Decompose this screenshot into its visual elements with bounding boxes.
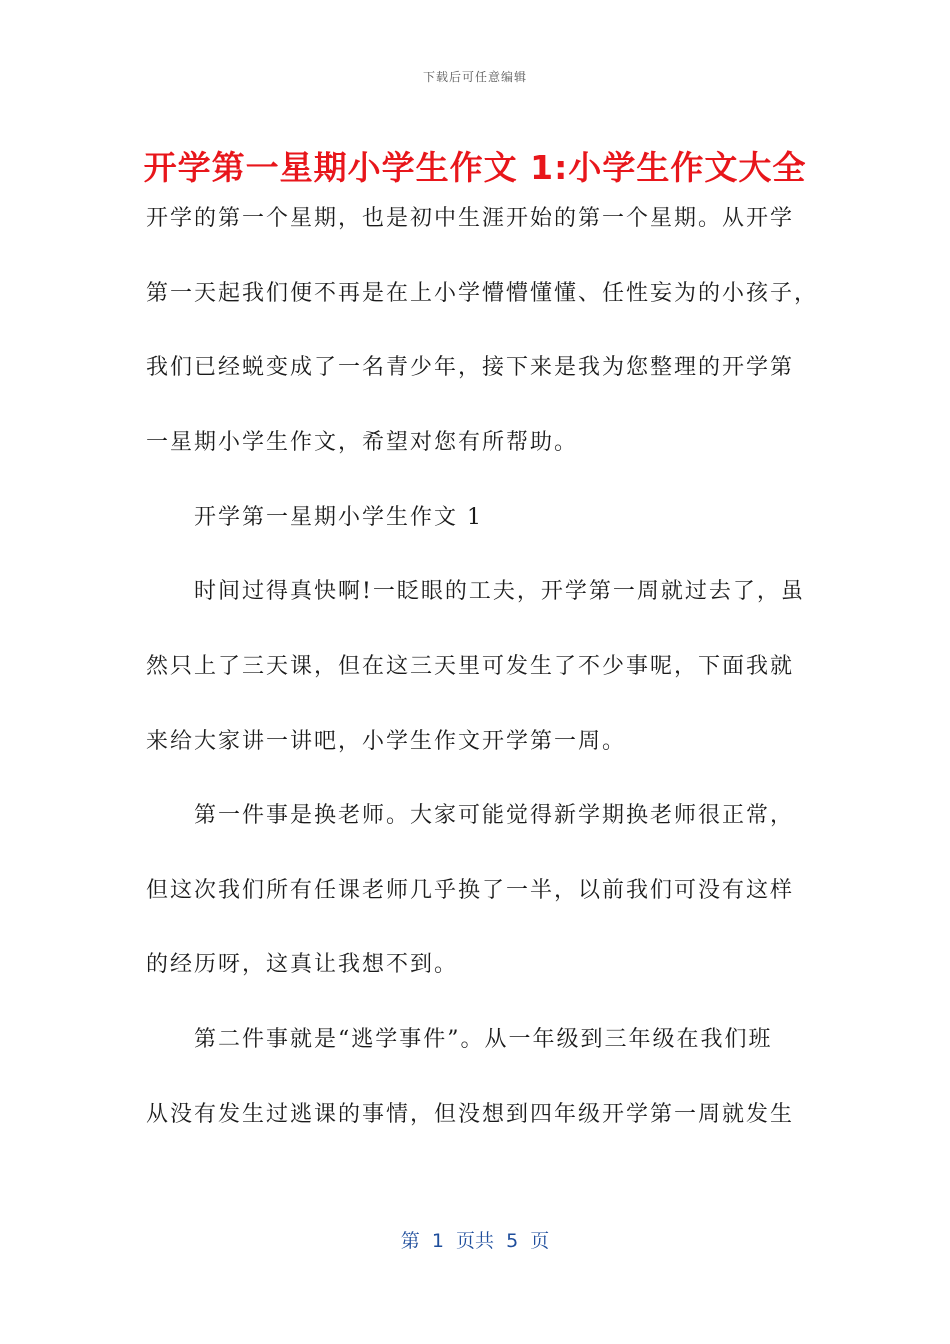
document-title: 开学第一星期小学生作文 1:小学生作文大全	[143, 148, 807, 187]
paragraph-line: 第一件事是换老师。大家可能觉得新学期换老师很正常，	[194, 803, 795, 828]
section-heading: 开学第一星期小学生作文 1	[194, 505, 483, 530]
paragraph-line: 来给大家讲一讲吧，小学生作文开学第一周。	[146, 729, 627, 754]
paragraph-line: 一星期小学生作文，希望对您有所帮助。	[146, 430, 579, 455]
paragraph-line: 的经历呀，这真让我想不到。	[146, 952, 459, 977]
paragraph-line: 开学的第一个星期，也是初中生涯开始的第一个星期。从开学	[146, 206, 795, 231]
paragraph-line: 第一天起我们便不再是在上小学懵懵懂懂、任性妄为的小孩子，	[146, 281, 819, 306]
paragraph-line: 第二件事就是“逃学事件”。从一年级到三年级在我们班	[194, 1027, 773, 1052]
paragraph-line: 但这次我们所有任课老师几乎换了一半，以前我们可没有这样	[146, 878, 795, 903]
paragraph-line: 时间过得真快啊!一眨眼的工夫，开学第一周就过去了，虽	[194, 579, 805, 604]
paragraph-line: 我们已经蜕变成了一名青少年，接下来是我为您整理的开学第	[146, 355, 795, 380]
page-number-footer: 第 1 页共 5 页	[400, 1230, 550, 1252]
header-note: 下载后可任意编辑	[422, 70, 527, 84]
paragraph-line: 然只上了三天课，但在这三天里可发生了不少事呢，下面我就	[146, 654, 795, 679]
paragraph-line: 从没有发生过逃课的事情，但没想到四年级开学第一周就发生	[146, 1102, 795, 1127]
